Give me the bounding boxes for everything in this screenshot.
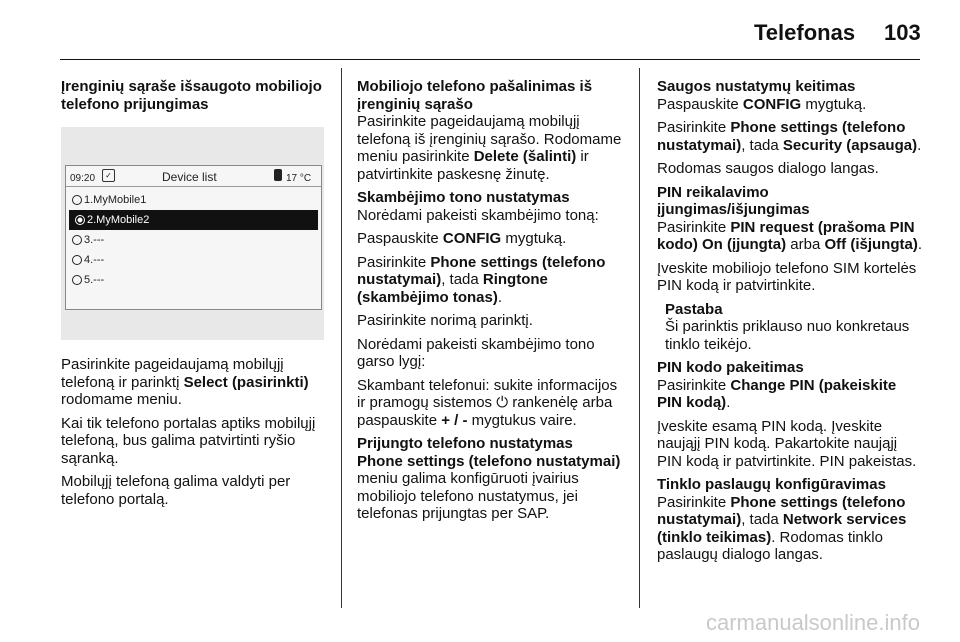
radio-icon [72, 275, 82, 285]
note-heading: Pastaba [665, 300, 723, 318]
column-1 [61, 78, 327, 514]
paragraph: Pasirinkite Change PIN (pakeiskite PIN kodą). [657, 376, 897, 411]
note-text: Ši parinktis priklauso nuo konkretaus tinklo teikėjo. [665, 318, 910, 353]
note-box [657, 301, 923, 354]
power-knob-icon: ⏻ [496, 394, 509, 411]
column-3 [657, 78, 923, 570]
paragraph: Mobilųjį telefoną galima valdyti per telefono portalą. [61, 473, 291, 508]
heading: Prijungto telefono nustatymas [357, 435, 573, 452]
device-list-item[interactable]: 3.--- [66, 230, 321, 250]
heading: PIN reikalavimo įjungimas/išjungimas [657, 183, 810, 218]
watermark: carmanualsonline.info [705, 610, 920, 635]
paragraph: Norėdami pakeisti skambėjimo toną: [357, 206, 599, 224]
radio-icon [72, 195, 82, 205]
page-number: 103 [884, 20, 921, 45]
paragraph: Paspauskite CONFIG mygtuką. [357, 230, 567, 247]
device-list-item-selected[interactable]: 2.MyMobile2 [69, 210, 318, 230]
heading: Mobiliojo telefono pašalinimas iš įrenginių sąrašo [357, 78, 593, 113]
device-list-screenshot [61, 127, 324, 340]
section-title: Telefonas [754, 20, 856, 45]
device-list-item[interactable]: 1.MyMobile1 [66, 190, 321, 210]
paragraph: Pasirinkite norimą parinktį. [357, 312, 533, 329]
phone-icon: ✓ [102, 169, 115, 182]
paragraph: Pasirinkite Phone settings (telefono nustatymai), tada Network services (tinklo teikimas). Rodomas tinklo paslaugų dialogo langas. [657, 493, 907, 563]
paragraph: Pasirinkite PIN request (prašoma PIN kodo) On (įjungta) arba Off (išjungta). [657, 218, 922, 253]
paragraph: Įveskite mobiliojo telefono SIM kortelės PIN kodą ir patvirtinkite. [657, 259, 917, 294]
paragraph: Norėdami pakeisti skambėjimo tono garso lygį: [357, 335, 595, 370]
heading: Phone settings (telefono nustatymai) [357, 452, 621, 470]
screen-temperature: 17 °C [286, 173, 312, 184]
paragraph: Skambant telefonui: sukite informacijos ir pramogų sistemos ⏻ rankenėlę arba paspauskite + / - mygtukus vaire. [357, 376, 618, 429]
screen-status-bar [66, 166, 321, 187]
paragraph: Pasirinkite Phone settings (telefono nustatymai), tada Security (apsauga). [657, 119, 922, 154]
paragraph: Pasirinkite pageidaujamą mobilųjį telefoną ir parinktį Select (pasirinkti) rodomame meniu. [61, 356, 309, 408]
device-list-screen [65, 165, 322, 310]
column-2 [357, 78, 623, 529]
paragraph: Pasirinkite pageidaujamą mobilųjį telefoną iš įrenginių sąrašo. Rodomame meniu pasirinkite Delete (šalinti) ir patvirtinkite paskesnę žinutę. [357, 113, 622, 183]
heading: PIN kodo pakeitimas [657, 359, 804, 376]
heading: Saugos nustatymų keitimas [657, 78, 856, 95]
heading: Tinklo paslaugų konfigūravimas [657, 476, 886, 493]
paragraph: Kai tik telefono portalas aptiks mobilųjį telefoną, bus galima patvirtinti ryšio sąranką. [61, 414, 316, 467]
device-list-item[interactable]: 5.--- [66, 270, 321, 290]
screen-title: Device list [162, 170, 217, 184]
radio-icon [72, 255, 82, 265]
paragraph: Įveskite esamą PIN kodą. Įveskite naująjį PIN kodą. Pakartokite naująjį PIN kodą ir patvirtinkite. PIN pakeistas. [657, 417, 917, 470]
paragraph: Paspauskite CONFIG mygtuką. [657, 95, 867, 113]
header-rule [60, 59, 920, 60]
paragraph: Pasirinkite Phone settings (telefono nustatymai), tada Ringtone (skambėjimo tonas). [357, 253, 606, 306]
paragraph: Rodomas saugos dialogo langas. [657, 160, 879, 177]
radio-icon [72, 235, 82, 245]
screen-clock: 09:20 [70, 173, 96, 184]
paragraph: meniu galima konfigūruoti įvairius mobiliojo telefono nustatymus, jei telefonas prijungtas per SAP. [357, 470, 579, 522]
thermometer-icon [274, 169, 282, 181]
device-list-item[interactable]: 4.--- [66, 250, 321, 270]
heading: Įrenginių sąraše išsaugoto mobiliojo telefono prijungimas [61, 78, 322, 113]
column-divider [341, 68, 342, 608]
column-divider [639, 68, 640, 608]
heading: Skambėjimo tono nustatymas [357, 189, 570, 206]
radio-selected-icon [75, 215, 85, 225]
